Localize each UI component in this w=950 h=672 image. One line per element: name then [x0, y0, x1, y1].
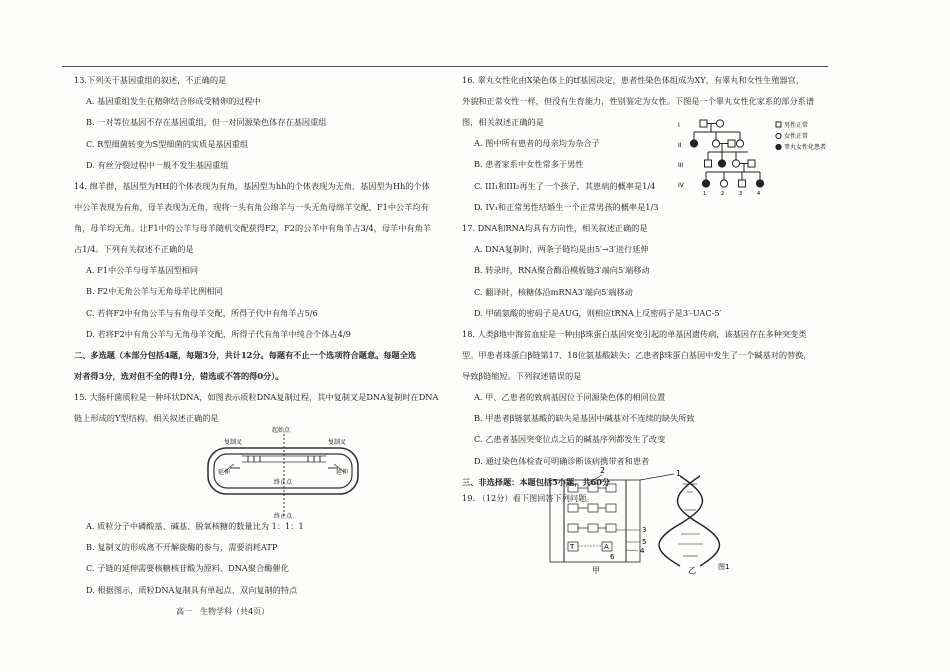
- legend-affected-text: 睾丸女性化患者: [784, 144, 827, 151]
- legend-affected-icon: [776, 144, 781, 149]
- q18-option-a: A. 甲、乙患者的致病基因位于同源染色体的相同位置: [474, 392, 666, 403]
- generation-ii-label: II: [678, 142, 682, 149]
- pedigree-affected: [690, 140, 697, 147]
- q14-line-2: 中公羊表现为有角，母羊表现为无角，现将一头有角公绵羊与一头无角母绵羊交配，F1中公羊均有: [74, 201, 429, 212]
- q15-line-2: 链上形成的Y型结构。相关叙述正确的是: [74, 413, 219, 424]
- section-2-line-1: 二、多选题（本部分包括4题，每题3分，共计12分。每题有不止一个选项符合题意。每题全选: [74, 349, 417, 360]
- q15-figure-area: [74, 424, 442, 520]
- q15-option-c: C. 子链的延伸需要核糖核苷酸为原料、DNA聚合酶催化: [86, 563, 289, 574]
- q16-option-a: A. 图中所有患者的母亲均为杂合子: [474, 138, 600, 149]
- legend-male-icon: [776, 122, 781, 127]
- q13-option-b: B. 一对等位基因不存在基因重组，但一对同源染色体存在基因重组: [86, 117, 327, 128]
- q14-line-1: 14. 绵羊群，基因型为HH的个体表现为有角，基因型为hh的个体表现为无角，基因型为Hh的个体: [74, 180, 430, 191]
- q13-option-d: D. 有丝分裂过程中一般不发生基因重组: [86, 159, 229, 170]
- top-rule: [62, 66, 828, 67]
- pedigree-male-normal: [748, 160, 755, 167]
- q19-stem: 19. （12分）看下图回答下列问题。: [462, 492, 595, 503]
- generation-iii-label: III: [678, 162, 684, 169]
- pedigree-female-normal: [736, 140, 743, 147]
- base-t: T: [570, 543, 575, 551]
- terminus-mid-label: 终止点: [274, 479, 293, 487]
- q14-option-b: B. F2中无角公羊与无角母羊比例相同: [86, 286, 223, 297]
- q16-line-3: 图，相关叙述正确的是: [462, 117, 544, 127]
- q15-option-b: B. 复制叉的形成离不开解旋酶的参与，需要消耗ATP: [86, 542, 278, 553]
- origin-label: 起始点: [272, 427, 291, 435]
- q15-option-d: D. 根据图示，质粒DNA复制具有单起点、双向复制的特点: [86, 584, 298, 595]
- terminus-bottom-label: 终止点: [274, 513, 293, 521]
- label-4: 4: [640, 547, 645, 555]
- page-footer: 高一 生物学科（共4页）: [176, 607, 270, 616]
- plasmid-replication-diagram: [194, 424, 394, 520]
- iv-number-1: 1: [703, 191, 707, 197]
- legend-female-icon: [776, 133, 781, 138]
- generation-i-label: I: [678, 122, 680, 129]
- extension-left-label: 延伸: [218, 469, 231, 477]
- q18-line-3: 导致β链缩短。下列叙述错误的是: [462, 370, 582, 381]
- legend-male-text: 男性正常: [784, 122, 809, 129]
- pedigree-female-normal: [732, 160, 739, 167]
- iv-number-2: 2: [721, 191, 725, 197]
- pedigree-female-normal: [712, 140, 719, 147]
- left-column: [74, 74, 442, 605]
- q18-line-1: 18. 人类β地中海贫血症是一种由β珠蛋白基因突变引起的单基因遗传病，该基因存在多种突变类: [462, 328, 807, 339]
- q17-option-d: D. 甲硫氨酸的密码子是AUG，则相应tRNA上反密码子是3′-UAC-5′: [474, 307, 722, 318]
- generation-iv-label: IV: [678, 182, 684, 189]
- iv-number-4: 4: [757, 191, 761, 197]
- q16-option-b: B. 患者家系中女性常多于男性: [474, 159, 584, 170]
- section-2-line-2: 对者得3分，选对但不全的得1分，错选或不答的得0分）。: [74, 370, 284, 381]
- q18-option-d: D. 通过染色体检查可明确诊断该病携带者和患者: [474, 455, 650, 466]
- figure-yi-label: 乙: [688, 566, 696, 575]
- q14-line-3: 角，母羊均无角。让F1中的公羊与母羊随机交配获得F2，F2的公羊中有角羊占3/4，母羊中有角羊: [74, 222, 431, 233]
- pedigree-male-normal: [728, 140, 735, 147]
- legend-female-text: 女性正常: [784, 133, 809, 140]
- q17-option-c: C. 翻译时，核糖体沿mRNA3′端向5′端移动: [474, 286, 633, 297]
- q14-option-c: C. 若将F2中有角公羊与有角母羊交配，所得子代中有角羊占5/6: [86, 307, 318, 318]
- pedigree-chart: [676, 118, 846, 198]
- dna-structure-figure: [540, 466, 760, 576]
- extension-right-label: 延伸: [336, 469, 349, 477]
- pedigree-male-normal: [705, 160, 712, 167]
- label-2: 2: [600, 466, 606, 475]
- q18-option-b: B. 甲患者β链氨基酸的缺失是基因中碱基对不连续的缺失所致: [474, 413, 695, 424]
- q15-option-a: A. 质粒分子中磷酸基、碱基、脱氧核糖的数量比为 1：1：1: [86, 521, 304, 532]
- figure-jia-label: 甲: [592, 566, 600, 575]
- q16-option-c: C. III₁和III₂再生了一个孩子，其患病的概率是1/4: [474, 180, 656, 191]
- label-5: 5: [642, 538, 647, 546]
- q17-stem: 17. DNA和RNA均具有方向性，相关叙述正确的是: [462, 222, 648, 233]
- q14-option-a: A. F1中公羊与母羊基因型相同: [86, 265, 199, 276]
- q17-option-a: A. DNA复制时，两条子链均是由5′→3′进行延伸: [474, 244, 649, 255]
- q16-line-2: 外貌和正常女性一样，但没有生育能力，性别鉴定为女性。下图是一个睾丸女性化家系的部分系谱: [462, 96, 815, 106]
- section-3-heading: 三、非选择题：本题包括5小题，共60分: [462, 476, 611, 487]
- pedigree-affected: [756, 180, 763, 187]
- q13-stem: 13.下列关于基因重组的叙述，不正确的是: [74, 75, 227, 85]
- q18-line-2: 型。甲患者珠蛋白β链第17、18位氨基酸缺失；乙患者β珠蛋白基因中发生了一个碱基对的替换，: [462, 349, 812, 360]
- figure-caption: 图1: [718, 563, 730, 571]
- q16-option-d: D. IV₁和正常男性结婚生一个正常男孩的概率是1/3: [474, 201, 659, 212]
- q13-option-c: C. R型细菌转变为S型细菌的实质是基因重组: [86, 138, 249, 149]
- label-1: 1: [676, 469, 682, 478]
- q16-line-1: 16. 睾丸女性化由X染色体上的tf基因决定，患者性染色体组成为XY，有睾丸和女性生殖器官，: [462, 75, 804, 85]
- label-6: 6: [610, 553, 615, 561]
- iv-number-3: 3: [739, 191, 743, 197]
- q14-line-4: 占1/4。下列有关叙述不正确的是: [74, 243, 194, 254]
- q17-option-b: B. 转录时，RNA聚合酶沿模板链3′端向5′端移动: [474, 265, 650, 276]
- q13-option-a: A. 基因重组发生在精卵结合形成受精卵的过程中: [86, 96, 261, 107]
- label-3: 3: [642, 526, 647, 534]
- fork-right-label: 复制叉: [328, 439, 347, 447]
- pedigree-female-normal: [720, 180, 727, 187]
- pedigree-affected: [718, 160, 725, 167]
- q14-option-d: D. 若将F2中有角公羊与无角母羊交配，所得子代有角羊中纯合个体占4/9: [86, 328, 351, 339]
- q15-line-1: 15. 大肠杆菌质粒是一种环状DNA，如图表示质粒DNA复制过程，其中复制叉是DNA复制时在DNA: [74, 392, 439, 403]
- pedigree-female-normal: [716, 120, 723, 127]
- pedigree-male-normal: [739, 180, 746, 187]
- base-a: A: [604, 543, 609, 551]
- pedigree-male-normal: [700, 120, 707, 127]
- pedigree-affected: [702, 180, 709, 187]
- q18-option-c: C. 乙患者基因突变位点之后的碱基序列都发生了改变: [474, 434, 666, 445]
- fork-left-label: 复制叉: [224, 439, 243, 447]
